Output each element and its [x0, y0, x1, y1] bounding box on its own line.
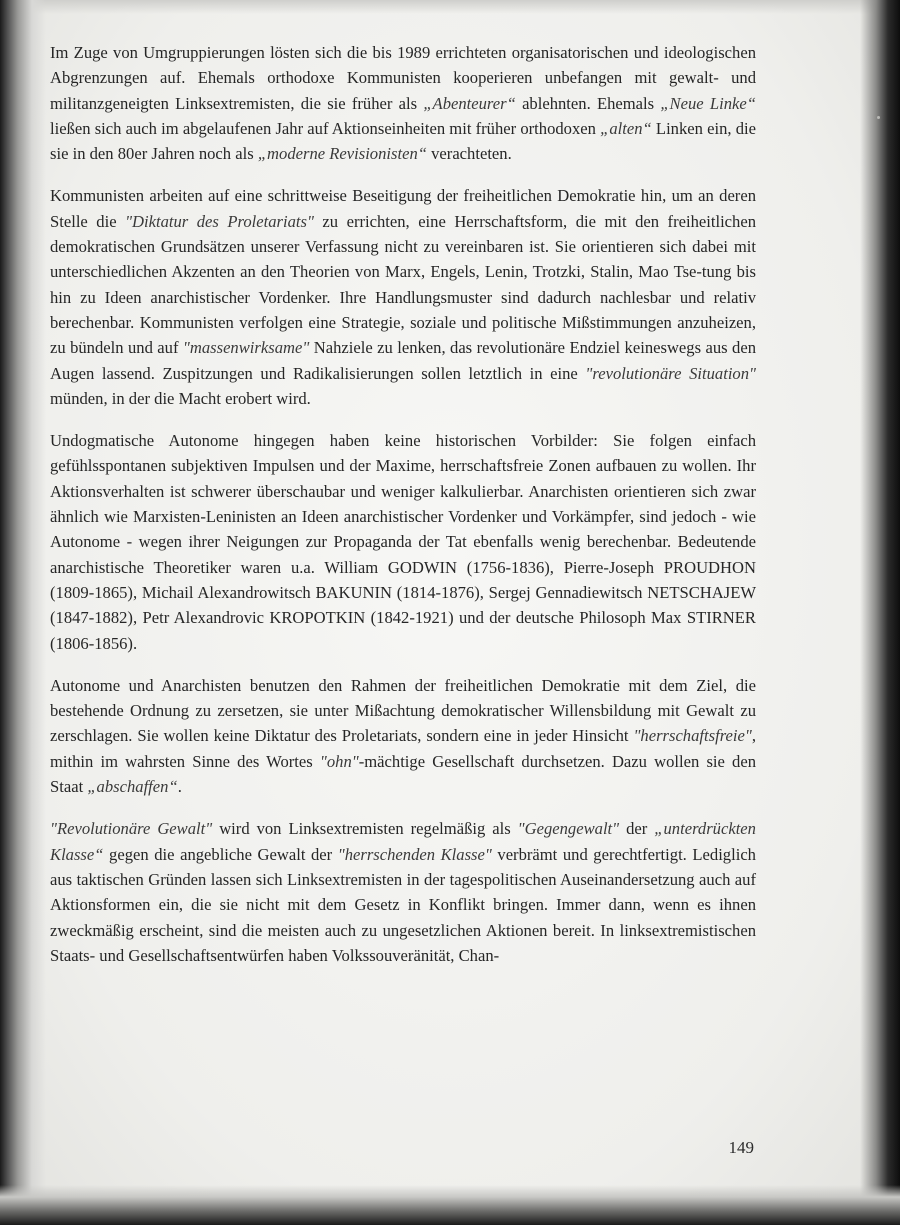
text-run: wird von Linksextremisten regelmäßig als [212, 819, 518, 839]
text-run: , mithin im wahrsten Sinne des Wortes [50, 726, 756, 771]
text-run: verachteten. [426, 144, 512, 164]
emphasized-text: "Revolutionäre Gewalt" [50, 819, 213, 839]
emphasized-text: "herrschaftsfreie" [633, 726, 752, 746]
scan-speck [877, 116, 880, 119]
text-run: Autonome und Anarchisten benutzen den Rahmen der freiheitlichen Demokratie mit dem Ziel, die bestehende Ordnung zu zersetzen, sie unter Mißachtung demokratischer Willensbildung mit Gewalt zu zerschlagen. Sie wollen keine Diktatur des Proletariats, sondern eine in jeder Hinsicht [50, 675, 756, 746]
text-run: Linken ein, die sie in den 80er Jahren noch als [50, 118, 756, 164]
text-run: Undogmatische Autonome hingegen haben keine historischen Vorbilder: Sie folgen einfach gefühlsspontanen subjektiven Impulsen und der Maxime, herrschaftsfreie Zonen aufbauen zu wollen. Ihr Aktionsverhalten ist schwerer überschaubar und weniger kalkulierbar. Anarchisten orientieren sich zwar ähnlich wie Marxisten-Leninisten an Ideen anarchistischer Vordenker und Vorkämpfer, sind jedoch - wie Autonome - wegen ihrer Neigungen zur Propaganda der Tat ebenfalls wenig berechenbar. Bedeutende anarchistische Theoretiker waren u.a. William GODWIN (1756-1836), Pierre-Joseph PROUDHON (1809-1865), Michail Alexandrowitsch BAKUNIN (1814-1876), Sergej Gennadiewitsch NETSCHAJEW (1847-1882), Petr Alexandrovic KROPOTKIN (1842-1921) und der deutsche Philosoph Max STIRNER (1806-1856). [50, 431, 756, 653]
paragraph-4 [50, 673, 756, 799]
emphasized-text: "Gegengewalt" [517, 819, 620, 839]
text-run: gegen die angebliche Gewalt der [103, 844, 338, 864]
text-run: Kommunisten arbeiten auf eine schrittweise Beseitigung der freiheitlichen Demokratie hin, um an deren Stelle die [50, 186, 756, 231]
emphasized-text: „alten“ [600, 118, 652, 138]
text-run: der [619, 819, 655, 839]
text-run: ließen sich auch im abgelaufenen Jahr auf Aktionseinheiten mit früher orthodoxen [50, 118, 601, 138]
text-run: Im Zuge von Umgruppierungen lösten sich die bis 1989 errichteten organisatorischen und ideologischen Abgrenzungen auf. Ehemals orthodoxe Kommunisten kooperieren unbefangen mit gewalt- und militanzgeneigten Linksextremisten, die sie früher als [50, 43, 756, 113]
emphasized-text: "Diktatur des Proletariats" [125, 211, 314, 231]
emphasized-text: „abschaffen“ [87, 777, 178, 797]
emphasized-text: „unterdrückten Klasse“ [50, 819, 756, 864]
emphasized-text: "ohn" [319, 751, 359, 771]
paragraph-3 [50, 428, 756, 656]
emphasized-text: "massenwirksame" [182, 338, 310, 358]
text-run: verbrämt und gerechtfertigt. Lediglich aus taktischen Gründen lassen sich Linksextremisten in der tagespolitischen Auseinandersetzung auch auf Aktionsformen ein, die sie nicht mit dem Gesetz in Konflikt bringen. Immer dann, wenn es ihnen zweckmäßig erscheint, sind die meisten auch zu ungesetzlichen Aktionen bereit. In linksextremistischen Staats- und Gesellschaftsentwürfen haben Volkssouveränität, Chan- [50, 844, 756, 965]
page-number: 149 [728, 1138, 754, 1157]
scan-edge-top [0, 0, 900, 14]
text-run: . [177, 777, 182, 797]
text-run: -mächtige Gesellschaft durchsetzen. Dazu wollen sie den Staat [50, 751, 756, 797]
body-text [50, 40, 756, 985]
scan-edge-right [860, 0, 900, 1225]
text-run: zu errichten, eine Herrschaftsform, die mit den freiheitlichen demokratischen Grundsätzen unserer Verfassung nicht zu vereinbaren ist. Sie orientieren sich dabei mit unterschiedlichen Akzenten an den Theorien von Marx, Engels, Lenin, Trotzki, Stalin, Mao Tse-tung bis hin zu Ideen anarchistischer Vordenker. Ihre Handlungsmuster sind dadurch nachlesbar und relativ berechenbar. Kommunisten verfolgen eine Strategie, soziale und politische Mißstimmungen anzuheizen, zu bündeln und auf [50, 211, 757, 358]
emphasized-text: „moderne Revisionisten“ [257, 144, 427, 164]
paragraph-5 [50, 816, 756, 968]
emphasized-text: „Neue Linke“ [660, 93, 756, 113]
paragraph-1 [50, 40, 756, 166]
text-run: ablehnten. Ehemals [515, 93, 661, 113]
emphasized-text: "herrschenden Klasse" [337, 844, 492, 864]
paragraph-2 [50, 183, 756, 411]
scan-edge-left [0, 0, 46, 1225]
emphasized-text: "revolutionäre Situation" [585, 363, 756, 383]
text-run: Nahziele zu lenken, das revolutionäre Endziel keineswegs aus den Augen lassend. Zuspitzungen und Radikalisierungen sollen letztlich in eine [50, 338, 756, 383]
emphasized-text: „Abenteurer“ [423, 93, 516, 113]
scan-edge-bottom [0, 1185, 900, 1225]
text-run: münden, in der die Macht erobert wird. [50, 388, 311, 408]
